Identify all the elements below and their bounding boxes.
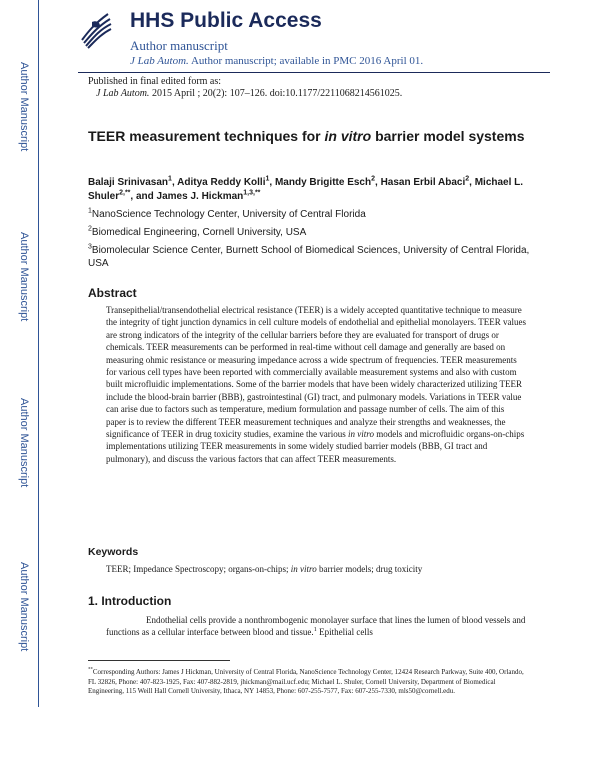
side-label: Author Manuscript [18,62,30,152]
affiliation-text: NanoScience Technology Center, University of Central Florida [91,209,366,220]
introduction-body [106,614,526,639]
keywords-text: TEER; Impedance Spectroscopy; organs-on-chips; [106,564,291,574]
affiliation-sup: 3 [88,243,92,251]
side-bar [38,0,39,707]
author-name: Balaji Srinivasan [88,177,169,188]
footnote-text: Corresponding Authors: James J Hickman, University of Central Florida, NanoScience Technology Center, 12424 Research Parkway, Suite 400, Orlando, FL 32826, Phone: 407-823-1925, Fax: 407-882-2819, jhickman@mail.ucf.edu; Michael L. Shuler, Cornell University, Department of Biomedical Engineering, 115 Weill Hall Cornell University, Ithaca, NY 14853, Phone: 607-255-7577, Fax: 607-255-7330, mls50@cornell.edu. [88,668,524,695]
keywords-text: barrier models; drug toxicity [316,564,423,574]
affiliation-sup: 1 [88,207,92,215]
affiliation-text: Biomolecular Science Center, Burnett School of Biomedical Sciences, University of Central Florida, USA [88,245,530,269]
citation-details: 2015 April ; 20(2): 107–126. doi:10.1177/2211068214561025. [151,88,403,99]
affiliation-sup: 2 [88,225,92,233]
author-sup: 2 [371,175,376,183]
introduction-text: Epithelial cells [316,627,373,638]
keywords-italic: in vitro [290,564,317,574]
author-name: Mandy Brigitte Esch [274,177,372,188]
author-sup: 1 [265,175,270,183]
author-name: Hasan Erbil Abaci [380,177,466,188]
citation-journal: J Lab Autom. [96,88,150,99]
title-text: TEER measurement techniques for [88,128,325,144]
side-label: Author Manuscript [18,398,30,488]
reference-sup: 1 [313,626,317,634]
author-separator: , [171,177,178,188]
keywords-body [106,564,526,574]
abstract-text: Transepithelial/transendothelial electrical resistance (TEER) is a widely accepted quantitative technique to measure the integrity of tight junction dynamics in cell culture models of endothelial and epithelial monolayers. TEER values are strong indicators of the integrity of the cellular barriers before they are evaluated for transport of drugs or chemicals. TEER measurements can be performed in real-time without cell damage and generally are based on measuring ohmic resistance or measuring impedance across a wide spectrum of frequencies. TEER measurements for various cell types have been reported with commercially available measurement systems and also with custom built microfluidic implementations. Some of the barrier models that have been widely characterized utilizing TEER include the blood-brain barrier (BBB), gastrointestinal (GI) tract, and pulmonary models. Variations in TEER value can arise due to factors such as temperature, medium formulation and passage number of cells. The aim of this paper is to review the different TEER measurement techniques and analyze their strengths and weaknesses, the significance of TEER in drug toxicity studies, examine the various [106,305,526,440]
author-list [88,176,548,204]
abstract-italic: in vitro [348,429,374,440]
author-sup: 1,3,** [243,189,261,197]
author-separator: , [375,177,381,188]
affiliation-text: Biomedical Engineering, Cornell University, USA [91,227,307,238]
affiliation [88,244,548,270]
header-rule [78,72,550,73]
footnote [88,668,528,697]
side-label: Author Manuscript [18,232,30,322]
author-separator: , [469,177,475,188]
journal-availability [130,55,423,67]
author-separator: , and [130,191,157,202]
paper-title [88,126,528,146]
title-italic: in vitro [324,128,372,144]
journal-abbrev: J Lab Autom. [130,55,189,67]
author-sup: 1 [168,175,172,183]
published-label: Published in final edited form as: [88,76,222,87]
footnote-rule [88,660,230,661]
author-name: Michael L. Shuler [88,177,524,202]
author-separator: , [269,177,275,188]
abstract-text: models and microfluidic organs-on-chips implementations utilizing TEER measurements in some widely studied barrier models (BBB, GI tract and pulmonary), and discuss the various factors that can affect TEER measurements. [106,429,525,464]
footnote-marker: ** [88,667,93,673]
hhs-eagle-logo-icon [78,10,114,50]
introduction-text: Endothelial cells provide a nonthrombogenic monolayer surface that lines the lumen of blood vessels and functions as a cellular interface between blood and tissue. [106,615,526,638]
keywords-heading: Keywords [88,546,139,558]
author-manuscript-label: Author manuscript [130,38,228,53]
introduction-heading: 1. Introduction [88,594,172,608]
hhs-title: HHS Public Access [130,9,322,32]
author-name: James J. Hickman [156,191,244,202]
side-label: Author Manuscript [18,562,30,652]
abstract-body [106,304,526,465]
affiliation [88,226,548,239]
affiliation [88,208,548,221]
abstract-heading: Abstract [88,286,137,300]
author-name: Aditya Reddy Kolli [177,177,266,188]
author-sup: 2,** [119,189,131,197]
availability-text: Author manuscript; available in PMC 2016 April 01. [190,55,424,67]
citation [96,88,402,99]
author-sup: 2 [465,175,470,183]
title-text: barrier model systems [371,128,525,144]
